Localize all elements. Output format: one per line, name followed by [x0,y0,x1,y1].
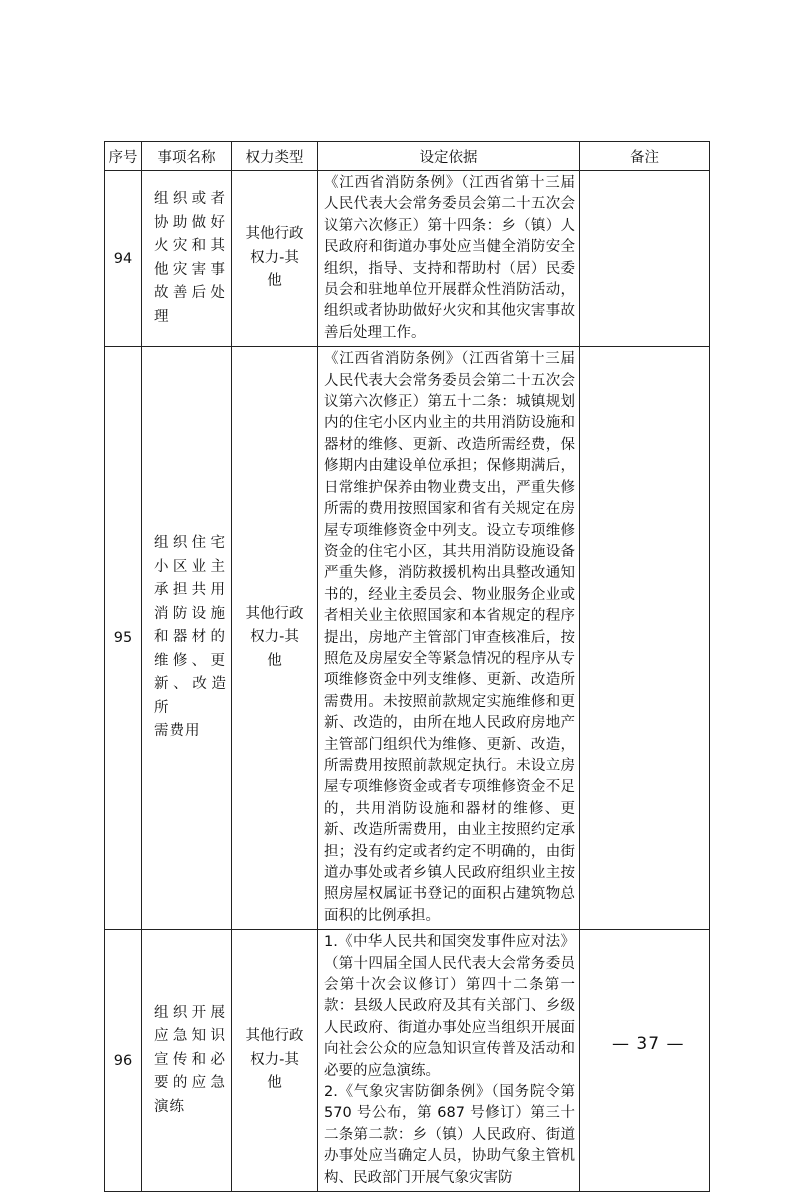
row-seq: 94 [105,171,142,347]
row-power-type [232,171,318,347]
row-seq: 96 [105,930,142,1192]
name-line: 他灾害事 [154,261,226,278]
name-line: 要的应急 [154,1075,226,1092]
name-line: 组织住宅 [154,535,226,552]
row-basis: 1.《中华人民共和国突发事件应对法》（第十四届全国人民代表大会常务委员会第十次会议修订）第四十二条第一款：县级人民政府及其有关部门、乡级人民政府、街道办事处应当组织开展面向社会公众的应急知识宣传普及活动和必要的应急演练。 2.《气象灾害防御条例》（国务院令第 570 号公布，第 687 号修订）第三十二条第二款：乡（镇）人民政府、街道办事处应当确定人员，协助气象主管机构、民政部门开展气象灾害防 [318,930,580,1192]
row-power-type [232,930,318,1192]
name-line: 演练 [154,1098,185,1115]
header-item-name: 事项名称 [142,142,232,171]
table-row [105,347,710,930]
type-line: 他 [267,273,282,290]
name-line: 火灾和其 [154,238,226,255]
type-line: 他 [267,652,282,669]
row-item-name [142,171,232,347]
row-basis: 《江西省消防条例》（江西省第十三届人民代表大会常务委员会第二十五次会议第六次修正）第五十二条：城镇规划内的住宅小区内业主的共用消防设施和器材的维修、更新、改造所需经费，保修期内由建设单位承担；保修期满后，日常维护保养由物业费支出，严重失修所需的费用按照国家和省有关规定在房屋专项维修资金中列支。设立专项维修资金的住宅小区，其共用消防设施设备严重失修，消防救援机构出具整改通知书的，经业主委员会、物业服务企业或者相关业主依照国家和本省规定的程序提出，房地产主管部门审查核准后，按照危及房屋安全等紧急情况的程序从专项维修资金中列支维修、更新、改造所需费用。未按照前款规定实施维修和更新、改造的，由所在地人民政府房地产主管部门组织代为维修、更新、改造，所需费用按照前款规定执行。未设立房屋专项维修资金或者专项维修资金不足的，共用消防设施和器材的维修、更新、改造所需费用，由业主按照约定承担；没有约定或者约定不明确的，由街道办事处或者乡镇人民政府组织业主按照房屋权属证书登记的面积占建筑物总面积的比例承担。 [318,347,580,930]
row-power-type [232,347,318,930]
table-row [105,171,710,347]
header-row [105,142,710,171]
row-note [580,171,710,347]
row-basis: 《江西省消防条例》（江西省第十三届人民代表大会常务委员会第二十五次会议第六次修正）第十四条：乡（镇）人民政府和街道办事处应当健全消防安全组织，指导、支持和帮助村（居）民委员会和驻地单位开展群众性消防活动，组织或者协助做好火灾和其他灾害事故善后处理工作。 [318,171,580,347]
name-line: 需费用 [154,723,201,740]
type-line: 其他行政 [245,1028,304,1045]
row-note [580,347,710,930]
type-line: 权力-其 [250,1051,299,1068]
header-seq: 序号 [105,142,142,171]
table-row [105,930,710,1192]
row-seq: 95 [105,347,142,930]
name-line: 协助做好 [154,214,226,231]
name-line: 维修、更 [154,652,226,669]
name-line: 承担共用 [154,582,226,599]
row-item-name [142,347,232,930]
type-line: 其他行政 [245,226,304,243]
type-line: 权力-其 [250,629,299,646]
type-line: 其他行政 [245,605,304,622]
page-number: — 37 — [612,1034,685,1054]
name-line: 理 [154,308,170,325]
name-line: 宣传和必 [154,1051,226,1068]
name-line: 组织或者 [154,191,226,208]
name-line: 新、改造所 [154,676,226,716]
name-line: 消防设施 [154,605,226,622]
name-line: 应急知识 [154,1028,226,1045]
name-line: 组织开展 [154,1004,226,1021]
row-item-name [142,930,232,1192]
header-power-type: 权力类型 [232,142,318,171]
type-line: 他 [267,1075,282,1092]
name-line: 小区业主 [154,558,226,575]
header-basis: 设定依据 [318,142,580,171]
header-note: 备注 [580,142,710,171]
name-line: 和器材的 [154,629,226,646]
row-note [580,930,710,1192]
type-line: 权力-其 [250,249,299,266]
name-line: 故善后处 [154,285,226,302]
